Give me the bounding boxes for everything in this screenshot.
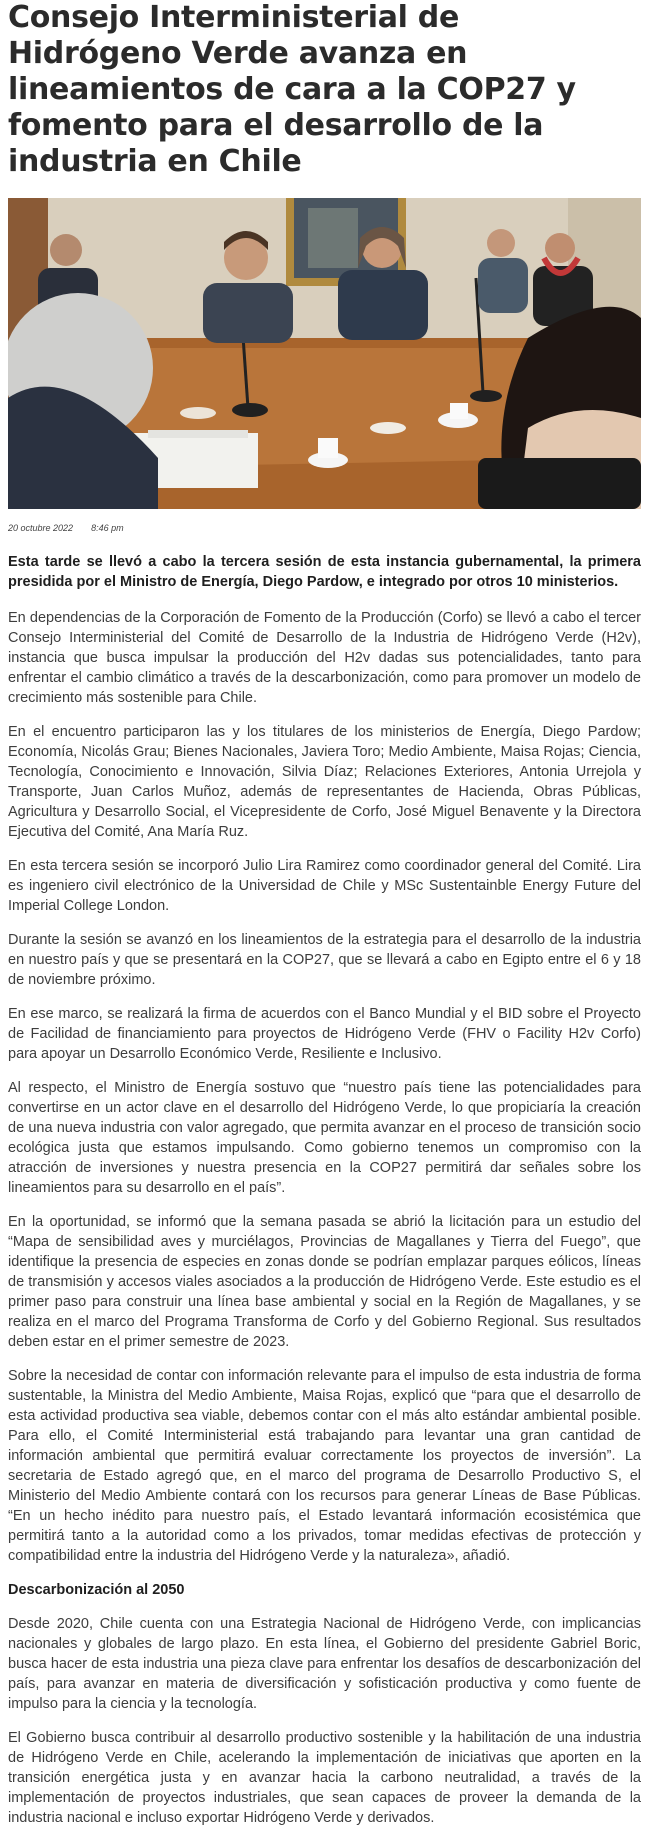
article-paragraph: Sobre la necesidad de contar con información relevante para el impulso de esta industria de forma sustentable, la Ministra del Medio Ambiente, Maisa Rojas, explicó que “para que el desarrollo de esta actividad productiva sea viable, debemos contar con el más alto estándar ambiental posible. Para ello, el Comité Interministerial está trabajando para levantar una gran cantidad de información ambiental que permitirá evaluar correctamente los proyectos de inversión”. La secretaria de Estado agregó que, en el marco del programa de Desarrollo Productivo S, el Ministerio del Medio Ambiente contará con los recursos para generar Líneas de Base Públicas. “En un hecho inédito para nuestro país, el Estado levantará información ecosistémica que permitirá tanto a la autoridad como a los privados, tomar medidas efectivas de protección y compatibilidad entre la industria del Hidrógeno Verde y la naturaleza», añadió. <box>8 1368 641 1564</box>
article-lead: Esta tarde se llevó a cabo la tercera sesión de esta instancia gubernamental, la primera presidida por el Ministro de Energía, Diego Pardow, e integrado por otros 10 ministerios. <box>8 554 641 590</box>
article-photo <box>8 198 641 509</box>
section-heading: Descarbonización al 2050 <box>8 1582 185 1598</box>
article-title: Consejo Interministerial de Hidrógeno Verde avanza en lineamientos de cara a la COP27 y fomento para el desarrollo de la industria en Chile <box>8 0 576 179</box>
article-paragraph: En dependencias de la Corporación de Fomento de la Producción (Corfo) se llevó a cabo el tercer Consejo Interministerial del Comité de Desarrollo de la Industria de Hidrógeno Verde (H2v), instancia que busca impulsar la producción del H2v dadas sus potencialidades, tanto para enfrentar el cambio climático a través de la descarbonización, como para promover un modelo de crecimiento más sostenible para Chile. <box>8 610 641 706</box>
article-paragraph: Desde 2020, Chile cuenta con una Estrategia Nacional de Hidrógeno Verde, con implicancias nacionales y globales de largo plazo. En esta línea, el Gobierno del presidente Gabriel Boric, busca hacer de esta industria una pieza clave para enfrentar los desafíos de descarbonización del país, para avanzar en materia de diversificación y sofisticación productiva y como fuente de impulso para la ciencia y la tecnología. <box>8 1616 641 1712</box>
article-body <box>8 552 641 1842</box>
article-meta <box>8 523 124 533</box>
article-paragraph: El Gobierno busca contribuir al desarrollo productivo sostenible y la habilitación de una industria de Hidrógeno Verde en Chile, acelerando la implementación de iniciativas que aporten en la transición energética justa y en avanzar hacia la carbono neutralidad, a través de la implementación de proyectos industriales, que sean capaces de proveer la demanda de la industria nacional e incluso exportar Hidrógeno Verde y derivados. <box>8 1730 641 1826</box>
article-paragraph: En esta tercera sesión se incorporó Julio Lira Ramirez como coordinador general del Comité. Lira es ingeniero civil electrónico de la Universidad de Chile y MSc Sustentainble Energy Future del Imperial College London. <box>8 858 641 914</box>
article-paragraph: En el encuentro participaron las y los titulares de los ministerios de Energía, Diego Pardow; Economía, Nicolás Grau; Bienes Nacionales, Javiera Toro; Medio Ambiente, Maisa Rojas; Ciencia, Tecnología, Conocimiento e Innovación, Silvia Díaz; Relaciones Exteriores, Antonia Urrejola y Transporte, Juan Carlos Muñoz, además de representantes de Hacienda, Obras Públicas, Agricultura y Desarrollo Social, el Vicepresidente de Corfo, José Miguel Benavente y la Directora Ejecutiva del Comité, Ana María Ruz. <box>8 724 641 840</box>
article-paragraph: Durante la sesión se avanzó en los lineamientos de la estrategia para el desarrollo de la industria en nuestro país y que se presentará en la COP27, que se llevará a cabo en Egipto entre el 6 y 18 de noviembre próximo. <box>8 932 641 988</box>
article-paragraph: Al respecto, el Ministro de Energía sostuvo que “nuestro país tiene las potencialidades para convertirse en un actor clave en el desarrollo del Hidrógeno Verde, lo que propiciaría la creación de una nueva industria con valor agregado, que permita avanzar en el proceso de transición socio ecológica justa que estamos impulsando. Como gobierno tenemos un compromiso con la atracción de inversiones y nuestra presencia en la COP27 permitirá dar señales sobre los lineamientos para su desarrollo en el país”. <box>8 1080 641 1196</box>
article-time: 8:46 pm <box>91 523 124 533</box>
article-paragraph: En ese marco, se realizará la firma de acuerdos con el Banco Mundial y el BID sobre el Proyecto de Facilidad de financiamiento para proyectos de Hidrógeno Verde (FHV o Facility H2v Corfo) para apoyar un Desarrollo Económico Verde, Resiliente e Inclusivo. <box>8 1006 641 1062</box>
article-paragraph: En la oportunidad, se informó que la semana pasada se abrió la licitación para un estudio del “Mapa de sensibilidad aves y murciélagos, Provincias de Magallanes y Tierra del Fuego”, que identifique la presencia de especies en zonas donde se podrían emplazar parques eólicos, líneas de transmisión y accesos viales asociados a la producción de Hidrógeno Verde. Este estudio es el primer paso para construir una línea base ambiental y social en la Región de Magallanes, y se realiza en el marco del Programa Transforma de Corfo y del Gobierno Regional. Sus resultados deben estar en el primer semestre de 2023. <box>8 1214 641 1350</box>
article-date: 20 octubre 2022 <box>8 523 74 533</box>
meeting-photo-illustration <box>8 198 641 509</box>
